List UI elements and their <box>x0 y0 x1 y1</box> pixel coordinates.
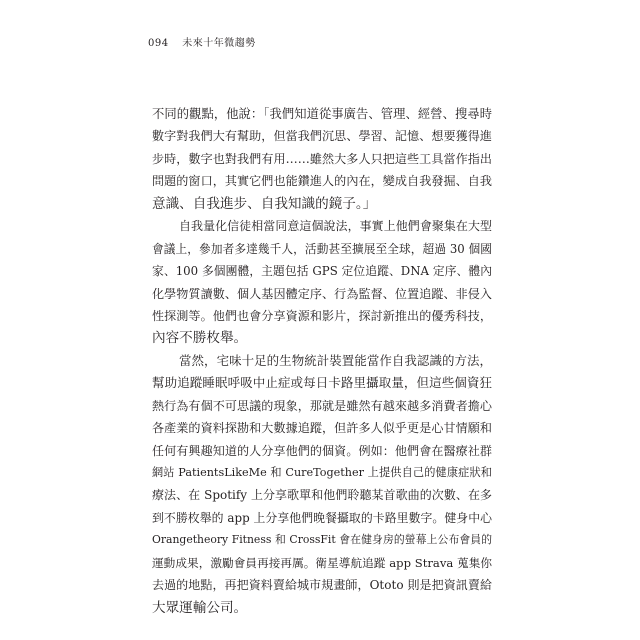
text-line: 意識、自我進步、自我知識的鏡子。」 <box>152 195 377 212</box>
text-line: 大眾運輸公司。 <box>152 599 248 616</box>
text-line: 化學物質讀數、個人基因體定序、行為監督、位置追蹤、非侵入 <box>152 286 492 301</box>
text-line: 步時，數字也對我們有用……雖然大多人只把這些工具當作指出 <box>152 151 492 166</box>
text-line: 家、100 多個團體，主題包括 GPS 定位追蹤、DNA 定序、體內 <box>152 264 492 279</box>
text-line: 問題的窗口，其實它們也能鑽進人的內在，變成自我發掘、自我 <box>152 174 492 189</box>
text-line: 幫助追蹤睡眠呼吸中止症或每日卡路里攝取量，但這些個資狂 <box>152 375 492 391</box>
text-line: 不同的觀點，他說：「我們知道從事廣告、管理、經營、搜尋時 <box>152 107 492 121</box>
text-line: 去過的地點，再把資料賣給城市規畫師，Ototo 則是把資訊賣給 <box>152 578 492 593</box>
body-text <box>152 103 492 619</box>
text-line: 內容不勝枚舉。 <box>152 330 248 347</box>
text-line: 熱行為有個不可思議的現象，那就是雖然有越來越多消費者擔心 <box>152 398 492 413</box>
text-line: 數字對我們大有幫助，但當我們沉思、學習、記憶、想要獲得進 <box>152 129 492 144</box>
text-line: 運動成果，激勵會員再接再厲。衛星導航追蹤 app Strava 蒐集你 <box>152 555 492 570</box>
book-title: 未來十年微趨勢 <box>182 38 256 49</box>
text-line: 性探測等。他們也會分享資源和影片，探討新推出的優秀科技， <box>152 308 492 323</box>
text-line: Orangetheory Fitness 和 CrossFit 會在健身房的螢幕上公布會員的 <box>152 533 492 547</box>
text-line: 網站 PatientsLikeMe 和 CureTogether 上提供自己的健康症狀和 <box>152 466 492 479</box>
text-line: 當然，宅味十足的生物統計裝置能當作自我認識的方法， <box>179 352 492 368</box>
text-line: 會議上，參加者多達幾千人，活動甚至擴展至全球，超過 30 個國 <box>152 241 492 256</box>
text-line: 任何有興趣知道的人分享他們的個資。例如：他們會在醫療社群 <box>152 443 492 458</box>
text-line: 自我量化信徒相當同意這個說法，事實上他們會聚集在大型 <box>179 219 492 234</box>
running-head <box>148 34 256 49</box>
text-line: 各產業的資料探勘和大數據追蹤，但許多人似乎更是心甘情願和 <box>152 421 492 436</box>
text-line: 療法、在 Spotify 上分享歌單和他們聆聽某首歌曲的次數、在多 <box>152 488 492 503</box>
page-number: 094 <box>148 38 169 49</box>
text-line: 到不勝枚舉的 app 上分享他們晚餐攝取的卡路里數字。健身中心 <box>152 510 492 525</box>
